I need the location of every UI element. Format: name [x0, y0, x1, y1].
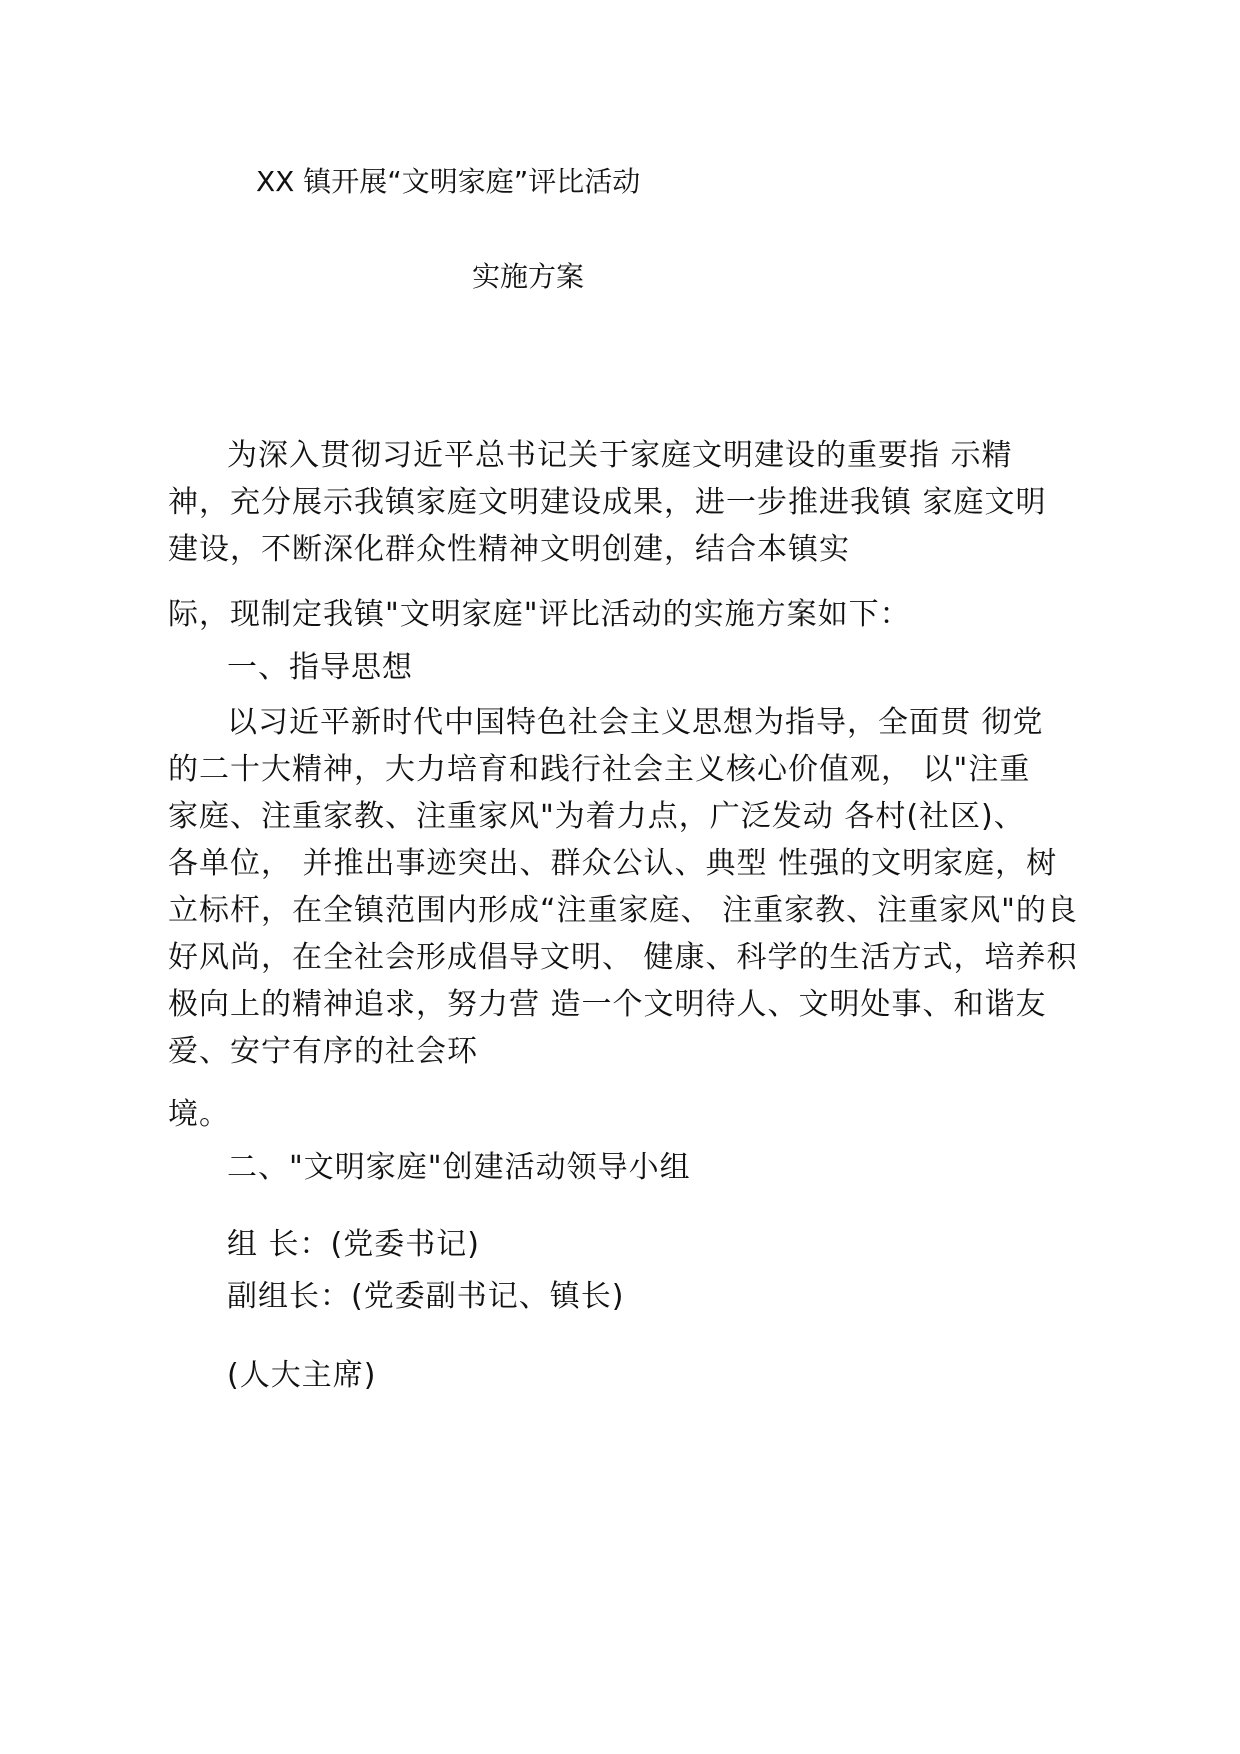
section-heading: 二、"文明家庭"创建活动领导小组: [227, 1150, 691, 1185]
member-line: (人大主席): [227, 1358, 377, 1393]
paragraph-line: 立标杆，在全镇范围内形成“注重家庭、 注重家教、注重家风"的良: [168, 893, 1078, 928]
document-subtitle: 实施方案: [472, 260, 585, 293]
document-title: XX 镇开展“文明家庭”评比活动: [256, 165, 641, 198]
paragraph-line: 的二十大精神，大力培育和践行社会主义核心价值观， 以"注重: [168, 752, 1031, 787]
member-line: 组 长：(党委书记): [227, 1227, 480, 1262]
paragraph-line: 好风尚，在全社会形成倡导文明、 健康、科学的生活方式，培养积: [168, 940, 1078, 975]
paragraph-line: 各单位， 并推出事迹突出、群众公认、典型 性强的文明家庭，树: [168, 846, 1058, 881]
paragraph-line: 神，充分展示我镇家庭文明建设成果，进一步推进我镇 家庭文明: [168, 485, 1047, 520]
paragraph-line: 爱、安宁有序的社会环: [168, 1034, 478, 1069]
paragraph-line: 际，现制定我镇"文明家庭"评比活动的实施方案如下：: [168, 597, 911, 632]
paragraph-line: 极向上的精神追求，努力营 造一个文明待人、文明处事、和谐友: [168, 987, 1047, 1022]
paragraph-line: 以习近平新时代中国特色社会主义思想为指导，全面贯 彻党: [227, 705, 1044, 740]
paragraph-line: 建设，不断深化群众性精神文明创建，结合本镇实: [168, 532, 850, 567]
paragraph-line: 为深入贯彻习近平总书记关于家庭文明建设的重要指 示精: [227, 438, 1013, 473]
member-line: 副组长：(党委副书记、镇长): [227, 1279, 625, 1314]
paragraph-line: 家庭、注重家教、注重家风"为着力点，广泛发动 各村(社区)、: [168, 799, 1025, 834]
paragraph-line: 境。: [168, 1097, 230, 1132]
section-heading: 一、指导思想: [227, 650, 413, 685]
